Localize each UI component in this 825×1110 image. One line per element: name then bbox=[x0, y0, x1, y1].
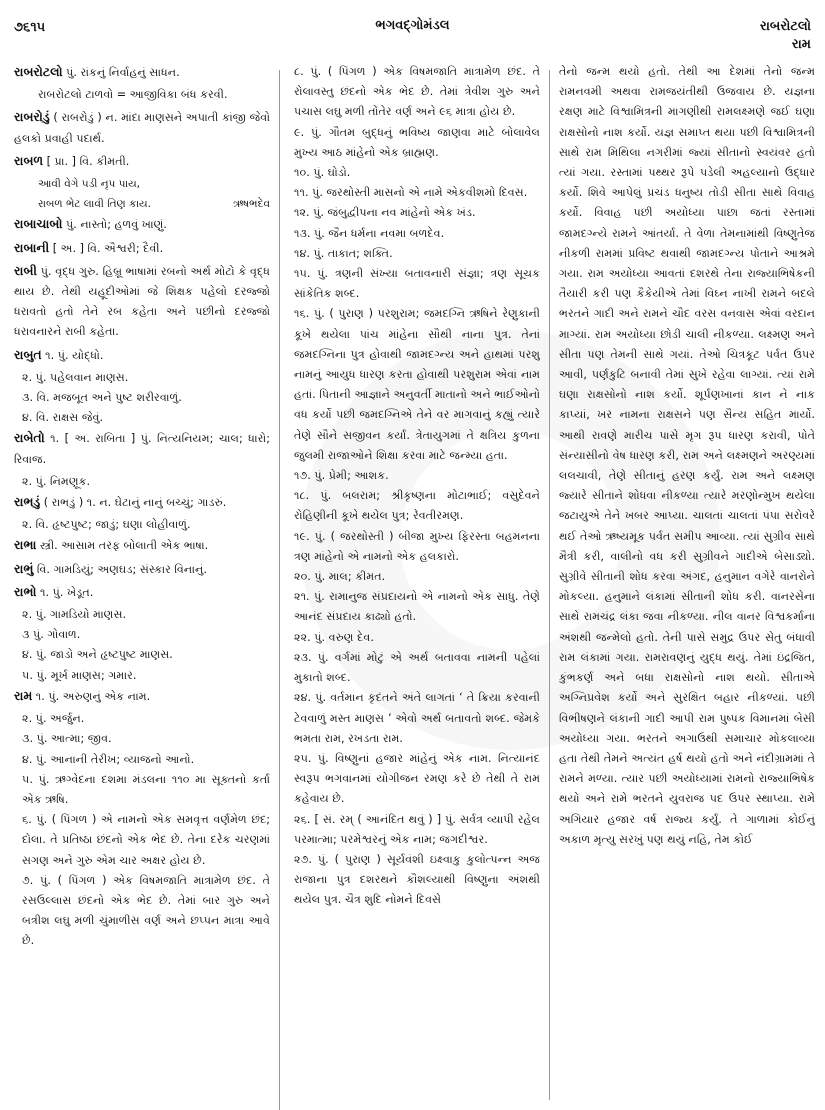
sense: ૪. પું. જાડો અને હૃષ્ટપુષ્ટ માણસ. bbox=[22, 648, 173, 662]
entry bbox=[14, 107, 270, 148]
definition: ( રાબરોડું ) ન. માંદા માણસને અપાતી કાંજી જેવો હલકો પ્રવાહી પદાર્થ. bbox=[14, 111, 270, 145]
entry bbox=[14, 535, 270, 556]
guide-word-last: રામ bbox=[791, 37, 811, 52]
definition: ૧. [ અ. રાબિતા ] પું. નિત્યનિયમ; ચાલ; ધારો; રિવાજ. bbox=[14, 432, 270, 466]
sense: ૨૧. પું. રામાનુજ સંપ્રદાયનો એ નામનો એક સાધુ. તેણે આનંદ સંપ્રદાય કાઢ્યો હતો. bbox=[294, 590, 540, 624]
verse-line: આવી વેગે પડી નૃપ પાય, bbox=[38, 178, 141, 191]
sense: ૧૨. પું. જંબુદ્વીપના નવ માંહેનો એક ખંડ. bbox=[294, 206, 476, 220]
definition: [ પ્રા. ] વિ. કીમતી. bbox=[46, 154, 130, 168]
page-header bbox=[0, 0, 825, 60]
definition: સ્ત્રી. આસામ તરફ બોલાતી એક ભાષા. bbox=[39, 539, 209, 553]
definition: ૧. પું. ખેડૂત. bbox=[40, 585, 94, 599]
headword: રાભું bbox=[14, 560, 34, 576]
sense: ૩. પું. આત્મા; જીવ. bbox=[22, 732, 112, 746]
sense: ૧૫. પું. ત્રણની સંખ્યા બતાવનારી સંજ્ઞા; ત્રણ સૂચક સાંકેતિક શબ્દ. bbox=[294, 267, 540, 301]
entry bbox=[14, 261, 270, 343]
guide-word-first: રાબરોટલો bbox=[760, 19, 811, 34]
running-title: ભગવદ્ગોમંડલ bbox=[375, 18, 450, 33]
headword: રાબરોડું bbox=[14, 109, 50, 125]
sense: ૧૬. પું. ( પુરાણ ) પરશુરામ; જમદગ્નિ ઋષિને રેણુકાની કૂખે થયેલા પાંચ માંહેના સૌથી નાના પુત્ર. તેનાં જમદગ્નિના પુત્ર હોવાથી જામદગ્ન્ય અને હાથમાં પરશુ નામનું આયુધ ધારણ કરતા હોવાથી પરશુરામ એવાં નામ હતાં. પિતાની આજ્ઞાને અનુવર્તી માતાનો અને ભાઈઓનો વધ કર્યો પછી જમદગ્નિએ તેને વર માગવાનું કહ્યું ત્યારે તેણે સૌને સજીવન કર્યાં. ત્રેતાયુગમાં તે ક્ષત્રિય કુળના જુલમી રાજાઓને શિક્ષા કરવા માટે જન્મ્યા હતા. bbox=[294, 307, 540, 462]
entry bbox=[14, 62, 270, 83]
page-number: ૭૬૧૫ bbox=[14, 20, 46, 35]
column-divider bbox=[549, 70, 550, 1100]
definition: વિ. ગામડિયું; અણઘડ; સંસ્કાર વિનાનું. bbox=[36, 562, 207, 576]
sense: ૩ પું. ગોવાળ. bbox=[22, 628, 81, 642]
idiom: રાબરોટલો ટાળવો = આજીવિકા બંધ કરવી. bbox=[38, 88, 228, 102]
headword: રામ bbox=[14, 687, 33, 703]
entry bbox=[14, 492, 270, 513]
entry bbox=[14, 151, 270, 172]
definition: ૧. પું. યોદ્ધો. bbox=[45, 348, 104, 362]
entry bbox=[14, 582, 270, 603]
quoted-verse bbox=[14, 174, 270, 214]
sense: ૨૭. પું. ( પુરાણ ) સૂર્યવંશી ઇક્ષ્વાકુ કુલોત્પન્ન અજ રાજાના પુત્ર દશરથને કૌશલ્યાથી વિષ્ણુના અંશથી થયેલ પુત્ર. ચૈત્ર શુદિ નોમને દિવસે bbox=[294, 852, 540, 907]
column-middle bbox=[286, 62, 540, 1077]
headword: રાબળ bbox=[14, 152, 44, 168]
sense: ૧૧. પું. જરથોસ્તી માસનો એ નામે એકવીશમો દિવસ. bbox=[294, 186, 528, 200]
headword: રાબેતો bbox=[14, 430, 45, 446]
sense: ૨૦. પું. માલ; કીમત. bbox=[294, 570, 386, 584]
sense: ૮. પું. ( પિંગળ ) એક વિષમજાતિ માત્રામેળ છંદ. તે રોલાવસ્તુ છંદનો એક ભેદ છે. તેમાં ત્રેવીશ ગુરુ અને પચાસ લઘુ મળી તોંતેર વર્ણ અને ૯૬ માત્રા હોય છે. bbox=[294, 65, 540, 119]
guide-words bbox=[760, 18, 811, 54]
definition: [ અ. ] વિ. ઐશ્વરી; દૈવી. bbox=[52, 241, 164, 255]
headword: રાબી bbox=[14, 262, 37, 278]
sense: ૧૩. પું. જૈન ધર્મના નવમા બળદેવ. bbox=[294, 226, 445, 240]
entry bbox=[14, 345, 270, 366]
sense: ૧૦. પું. ઘોડો. bbox=[294, 166, 351, 180]
sense: ૨. પું. અર્જુન. bbox=[22, 712, 85, 726]
sense: ૬. પું. ( પિંગળ ) એ નામનો એક સમવૃત્ત વર્ણમેળ છંદ; દોલા. તે પ્રતિષ્ઠા છંદનો એક ભેદ છે. તેના દરેક ચરણમાં સગણ અને ગુરુ એમ ચાર અક્ષર હોય છે. bbox=[22, 813, 270, 867]
sense: ૫. પું. મૂર્ખ માણસ; ગમાર. bbox=[22, 668, 137, 682]
sense: ૨૨. પું. વરુણ દેવ. bbox=[294, 630, 374, 644]
sense: ૨. પું. નિમણૂક. bbox=[22, 474, 91, 488]
headword: રાભા bbox=[14, 537, 37, 553]
sense: ૧૭. પું. પ્રેમી; આશક. bbox=[294, 469, 389, 483]
sense: ૨૫. પું. વિષ્ણુનાં હજાર માંહેનું એક નામ. નિત્યાનંદ સ્વરૂપ ભગવાનમાં યોગીજન રમણ કરે છે તેથી તે રામ કહેવાય છે. bbox=[294, 751, 540, 806]
entry bbox=[14, 428, 270, 469]
sense: ૨. પું. પહેલવાન માણસ. bbox=[22, 370, 129, 384]
entry bbox=[14, 238, 270, 259]
definition: ૧. પું. અરુણનું એક નામ. bbox=[35, 689, 151, 703]
sense: ૨. વિ. હૃષ્ટપુષ્ટ; જાડું; ઘણા લોહીવાળું. bbox=[22, 518, 191, 532]
definition: પું. રાંકનું નિર્વાહનું સાધન. bbox=[66, 66, 180, 79]
sense: ૪. વિ. રાક્ષસ જેવું. bbox=[22, 411, 104, 425]
definition: પું. વૃદ્ધ ગુરુ. હિબ્રૂ ભાષામાં રબનો અર્થ મોટો કે વૃદ્ધ થાય છે. તેથી યહૂદીઓમાં જે શિક્ષક પહેલો દરજ્જો ધરાવતો હતો તેને રબ કહેતા અને પછીનો દરજ્જો ધરાવનારને રાબી કહેતા. bbox=[14, 264, 270, 339]
entry bbox=[14, 214, 270, 235]
sense: ૧૯. પું. ( જરથોસ્તી ) બીજા મુખ્ય ફિરસ્તા બહમનના ત્રણ માંહેનો એ નામનો એક હલકારો. bbox=[294, 529, 540, 563]
sense: ૧૪. પું. તાકાત; શક્તિ. bbox=[294, 246, 393, 260]
headword: રાબુત bbox=[14, 346, 42, 362]
sense: ૨. પું. ગામડિયો માણસ. bbox=[22, 608, 127, 622]
column-left bbox=[14, 62, 270, 1077]
verse-author: ઋષભદેવ bbox=[233, 198, 270, 211]
sense: ૨૪. પું. વર્તમાન કૃદંતને અંતે લાગતાં ‘ તે ક્રિયા કરવાની ટેવવાળું મસ્ત માણસ ’ એવો અર્થ બતાવતો શબ્દ. જેમકે ભમતા રામ, રખડતા રામ. bbox=[294, 691, 540, 745]
sense: ૩. વિ. મજબૂત અને પુષ્ટ શરીરવાળું. bbox=[22, 391, 182, 405]
sense: ૪. પું. આનાની તેરીખ; વ્યાજનો આનો. bbox=[22, 752, 195, 766]
definition: ( રાભડું ) ૧. ન. ઘેટાનું નાનું બચ્ચું; ગાડરું. bbox=[43, 496, 227, 510]
entry bbox=[14, 559, 270, 580]
headword: રાભડું bbox=[14, 494, 41, 510]
sense: ૨૬. [ સં. રમ્ ( આનંદિત થવું ) ] પું. સર્વત્ર વ્યાપી રહેલ પરમાત્મા; પરમેશ્વરનું એક નામ; જગદીશ્વર. bbox=[294, 812, 540, 846]
headword: રાબાની bbox=[14, 239, 50, 255]
sense: ૨૩. પું. વર્ગમાં મોટું એ અર્થ બતાવવા નામની પહેલાં મુકાતો શબ્દ. bbox=[294, 650, 540, 685]
continued-definition: તેનો જન્મ થયો હતો. તેથી આ દેશમાં તેનો જન્મ રામનવમી અથવા રામજયંતીથી ઉજવાય છે. યજ્ઞના રક્ષણ માટે વિશ્વામિત્રની માગણીથી રામલક્ષ્મણે જઈ ઘણા રાક્ષસોનો નાશ કર્યો. યજ્ઞ સમાપ્ત થયા પછી વિશ્વામિત્રની સાથે રામ મિથિલા નગરીમાં જ્યાં સીતાનો સ્વયંવર હતો ત્યાં ગયા. રસ્તામાં પથ્થર રૂપે પડેલી અહલ્યાનો ઉદ્ધાર કર્યો. શિવે આપેલું પ્રચંડ ધનુષ્ય તોડી સીતા સાથે વિવાહ કર્યો. વિવાહ પછી અયોધ્યા પાછા જતાં રસ્તામાં જામદગ્ન્યે રામને આંતર્યા. તે વેળા તેમનામાંથી વિષ્ણુતેજ નીકળી રામમાં પ્રવિષ્ટ થવાથી જામદગ્ન્ય પોતાને આશ્રમે ગયા. રામ અયોધ્યા આવતાં દશરથે તેના રાજ્યાભિષેકની તૈયારી કરી પણ કૈકેયીએ તેમાં વિઘ્ન નાખી રામને બદલે ભરતને ગાદી અને રામને ચૌદ વરસ વનવાસ એવાં વરદાન માગ્યાં. રામ અયોધ્યા છોડી ચાલી નીકળ્યા. લક્ષ્મણ અને સીતા પણ તેમની સાથે ગયાં. તેઓ ચિત્રકૂટ પર્વત ઉપર આવી, પર્ણકુટિ બનાવી તેમાં સુખે રહેવા લાગ્યાં. ત્યાં રામે ઘણા રાક્ષસોનો નાશ કર્યો. શૂર્પણખાનાં કાન ને નાક કાપ્યાં, ખર નામના રાક્ષસને પણ સૈન્ય સહિત માર્યો. આથી રાવણે મારીચ પાસે મૃગ રૂપ ધારણ કરાવી, પોતે સંન્યાસીનો વેષ ધારણ કરી, રામ અને લક્ષ્મણને અરણ્યમાં લલચાવી, તેણે સીતાનું હરણ કર્યું. રામ અને લક્ષ્મણ જ્યારે સીતાને શોધવા નીકળ્યા ત્યારે મરણોન્મુખ થયેલા જટાયુએ તેને ખબર આપ્યા. ચાલતાં ચાલતાં પંપા સરોવરે થઈ તેઓ ઋષ્યમૂક પર્વત સમીપ આવ્યા. ત્યાં સુગ્રીવ સાથે મૈત્રી કરી, વાલીનો વધ કરી સુગ્રીવને ગાદીએ બેસાડ્યો. સુગ્રીવે સીતાની શોધ કરવા અંગદ, હનુમાન વગેરે વાનરોને મોકલ્યા. હનુમાને લંકામાં સીતાની શોધ કરી. વાનરસેના સાથે રામચંદ્ર લંકા જવા નીકળ્યા. નીલ વાનર વિશ્વકર્માના અંશથી જન્મેલો હતો. તેની પાસે સમુદ્ર ઉપર સેતુ બંધાવી રામ લંકામાં ગયા. રામરાવણનું યુદ્ધ થયું. તેમાં ઇંદ્રજિત, કુંભકર્ણ અને બધા રાક્ષસોનો નાશ થયો. સીતાએ અગ્નિપ્રવેશ કર્યો અને સુરક્ષિત બહાર નીકળ્યાં. પછી વિભીષણને લંકાની ગાદી આપી રામ પુષ્પક વિમાનમાં બેસી અયોધ્યા ગયા. ભરતને અગાઉથી સમાચાર મોકલાવ્યા હતા તેથી તેમને અત્યંત હર્ષ થયો હતો અને નંદીગ્રામમાં તે રામને મળ્યા. ત્યાર પછી અયોધ્યામાં રામનો રાજ્યાભિષેક થયો અને રામે ભરતને યુવરાજ પદ ઉપર સ્થાપ્યા. રામે અગિયાર હજાર વર્ષ રાજ્ય કર્યું. તે ગાળામાં કોઈનું અકાળ મૃત્યુ સરખું પણ થયું નહિ, તેમ કોઈ bbox=[559, 65, 815, 846]
column-right bbox=[559, 62, 815, 1077]
sense: ૯. પું. ગૌતમ બુદ્ધનું ભવિષ્ય જાણવા માટે બોલાવેલ મુખ્ય આઠ માંહેનો એક બ્રાહ્મણ. bbox=[294, 125, 540, 159]
dictionary-columns bbox=[14, 62, 814, 1082]
sense: ૧૮. પું. બલરામ; શ્રીકૃષ્ણના મોટાભાઈ; વસુદેવને રોહિણીની કૂખે થયેલ પુત્ર; રેવતીરમણ. bbox=[294, 489, 540, 523]
sense: ૫. પું. ઋગ્વેદના દશમા મંડલના ૧૧૦ મા સૂક્તનો કર્તા એક ઋષિ. bbox=[22, 772, 270, 806]
headword: રાભો bbox=[14, 583, 37, 599]
headword: રાબાચાબો bbox=[14, 216, 63, 232]
column-divider bbox=[279, 70, 280, 1110]
entry bbox=[14, 686, 270, 707]
headword: રાબરોટલો bbox=[14, 64, 63, 79]
definition: પું. નાસ્તો; હળવું ખાણું. bbox=[66, 218, 167, 232]
verse-line: રાબળ ભેટ લાવી તિણ કાય. ઋષભદેવ bbox=[38, 194, 270, 214]
sense: ૭. પું. ( પિંગળ ) એક વિષમજાતિ માત્રામેળ છંદ. તે રસઉલ્લાસ છંદનો એક ભેદ છે. તેમાં બાર ગુરુ અને બત્રીશ લઘુ મળી ચુંમાળીસ વર્ણ અને છપ્પન માત્રા આવે છે. bbox=[22, 873, 270, 948]
